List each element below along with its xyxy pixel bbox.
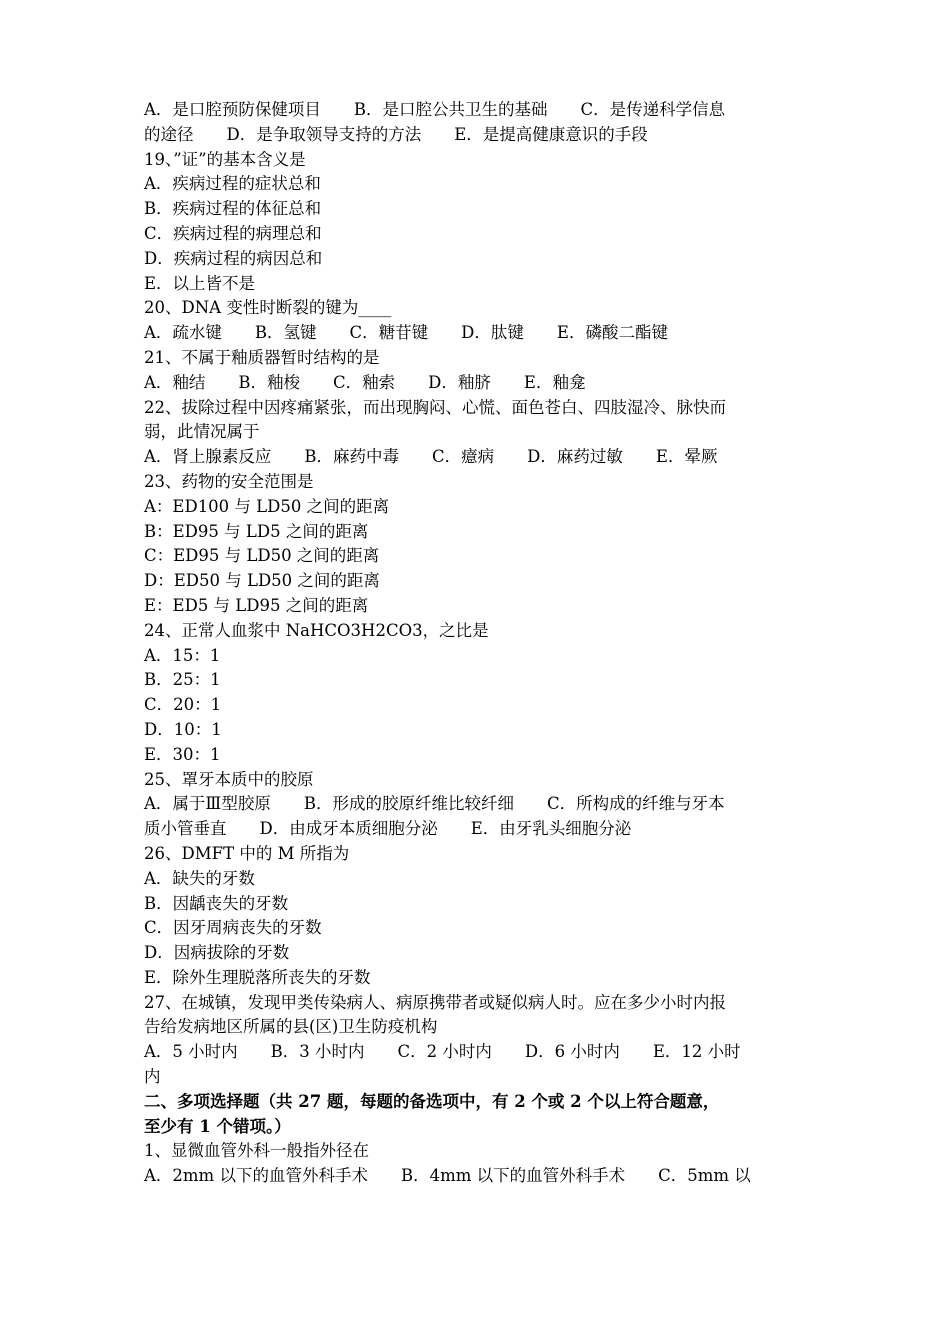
- text-line: 内: [144, 1067, 161, 1087]
- text-line: E．以上皆不是: [144, 273, 256, 293]
- text-line: 22、拔除过程中因疼痛紧张，而出现胸闷、心慌、面色苍白、四肢湿冷、脉快而: [144, 397, 726, 417]
- text-line: A．肾上腺素反应 B．麻药中毒 C．癔病 D．麻药过敏 E．晕厥: [144, 447, 718, 467]
- text-line: C．20：1: [144, 695, 222, 715]
- text-line: 23、药物的安全范围是: [144, 471, 314, 491]
- text-line: 1、显微血管外科一般指外径在: [144, 1141, 369, 1161]
- text-line: A．缺失的牙数: [144, 868, 255, 888]
- text-line: B．25：1: [144, 670, 221, 690]
- text-line: 弱，此情况属于: [144, 422, 260, 442]
- text-line: 的途径 D．是争取领导支持的方法 E．是提高健康意识的手段: [144, 124, 648, 144]
- text-line: A．2mm 以下的血管外科手术 B．4mm 以下的血管外科手术 C．5mm 以: [144, 1166, 751, 1186]
- text-line: A．是口腔预防保健项目 B．是口腔公共卫生的基础 C．是传递科学信息: [144, 100, 726, 119]
- text-line: C：ED95 与 LD50 之间的距离: [144, 546, 380, 566]
- text-line: 24、正常人血浆中 NaHCO3H2CO3，之比是: [144, 620, 489, 640]
- text-line: 20、DNA 变性时断裂的键为____: [144, 298, 392, 318]
- text-line: B．疾病过程的体征总和: [144, 199, 322, 219]
- section-heading-line: 至少有 1 个错项。）: [144, 1116, 291, 1136]
- text-line: 质小管垂直 D．由成牙本质细胞分泌 E．由牙乳头细胞分泌: [144, 819, 632, 839]
- text-line: A．疾病过程的症状总和: [144, 174, 321, 194]
- text-line: D．疾病过程的病因总和: [144, 248, 323, 268]
- document-page: [144, 98, 816, 1189]
- text-line: A．疏水键 B．氢键 C．糖苷键 D．肽键 E．磷酸二酯键: [144, 323, 668, 343]
- text-line: A．釉结 B．釉梭 C．釉索 D．釉脐 E．釉龛: [144, 372, 586, 392]
- text-line: 25、罩牙本质中的胶原: [144, 769, 314, 789]
- text-line: C．疾病过程的病理总和: [144, 223, 322, 243]
- text-line: B：ED95 与 LD5 之间的距离: [144, 521, 369, 541]
- text-line: 19、”证”的基本含义是: [144, 149, 306, 169]
- text-line: D．因病拔除的牙数: [144, 943, 290, 963]
- text-line: E．除外生理脱落所丧失的牙数: [144, 967, 371, 987]
- text-line: E．30：1: [144, 744, 221, 764]
- section-heading-line: 二、多项选择题（共 27 题，每题的备选项中，有 2 个或 2 个以上符合题意，: [144, 1091, 720, 1111]
- text-line: 21、不属于釉质器暂时结构的是: [144, 347, 380, 367]
- text-line: 27、在城镇，发现甲类传染病人、病原携带者或疑似病人时。应在多少小时内报: [144, 992, 726, 1012]
- text-line: D：ED50 与 LD50 之间的距离: [144, 571, 380, 591]
- text-line: E：ED5 与 LD95 之间的距离: [144, 595, 369, 615]
- text-line: A．5 小时内 B．3 小时内 C．2 小时内 D．6 小时内 E．12 小时: [144, 1042, 741, 1062]
- text-line: 告给发病地区所属的县(区)卫生防疫机构: [144, 1017, 438, 1037]
- text-line: 26、DMFT 中的 M 所指为: [144, 843, 350, 863]
- text-line: A．15：1: [144, 645, 221, 665]
- text-line: D．10：1: [144, 719, 222, 739]
- text-line: B．因龋丧失的牙数: [144, 893, 289, 913]
- text-line: A：ED100 与 LD50 之间的距离: [144, 496, 390, 516]
- text-line: C．因牙周病丧失的牙数: [144, 918, 322, 938]
- text-line: A．属于Ⅲ型胶原 B．形成的胶原纤维比较纤细 C．所构成的纤维与牙本: [144, 794, 725, 814]
